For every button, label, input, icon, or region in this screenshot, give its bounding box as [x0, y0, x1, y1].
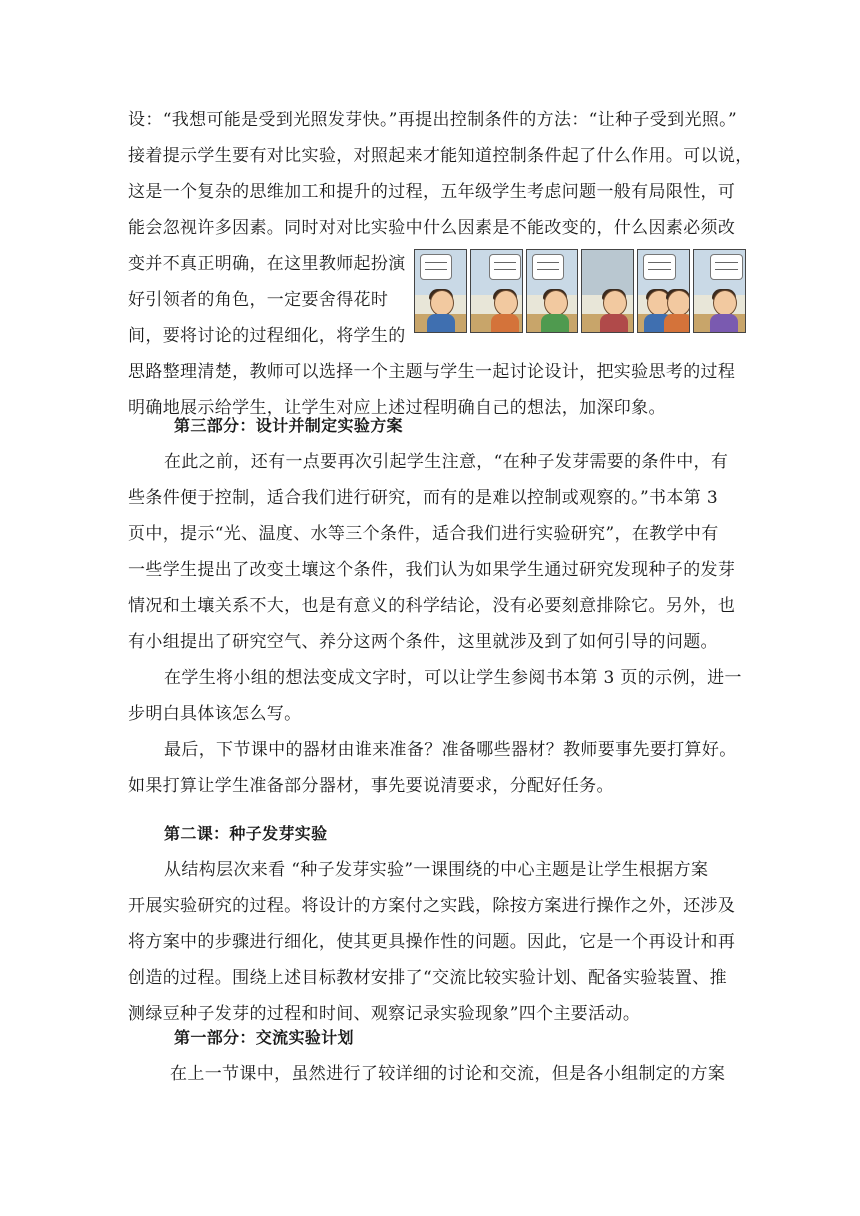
paragraph-line: 一些学生提出了改变土壤这个条件，我们认为如果学生通过研究发现种子的发芽	[128, 560, 736, 580]
paragraph-line: 变并不真正明确，在这里教师起扮演	[128, 254, 406, 274]
paragraph-line: 如果打算让学生准备部分器材，事先要说清要求，分配好任务。	[128, 776, 614, 796]
section-heading: 第三部分：设计并制定实验方案	[174, 416, 403, 435]
comic-strip-image	[414, 249, 746, 333]
section-heading: 第一部分：交流实验计划	[174, 1028, 354, 1047]
paragraph-line: 在学生将小组的想法变成文字时，可以让学生参阅书本第 3 页的示例，进一	[164, 668, 742, 688]
paragraph-line: 开展实验研究的过程。将设计的方案付之实践，除按方案进行操作之外，还涉及	[128, 896, 736, 916]
paragraph-line: 页中，提示“光、温度、水等三个条件，适合我们进行实验研究”，在教学中有	[128, 524, 719, 544]
paragraph-line: 能会忽视许多因素。同时对对比实验中什么因素是不能改变的，什么因素必须改	[128, 218, 736, 238]
paragraph-line: 在此之前，还有一点要再次引起学生注意，“在种子发芽需要的条件中，有	[164, 452, 729, 472]
paragraph-line: 接着提示学生要有对比实验，对照起来才能知道控制条件起了什么作用。可以说，	[128, 146, 753, 166]
paragraph-line: 从结构层次来看 “种子发芽实验”一课围绕的中心主题是让学生根据方案	[164, 860, 709, 880]
paragraph-line: 情况和土壤关系不大，也是有意义的科学结论，没有必要刻意排除它。另外，也	[128, 596, 736, 616]
paragraph-line: 这是一个复杂的思维加工和提升的过程，五年级学生考虑问题一般有局限性，可	[128, 182, 736, 202]
paragraph-line: 些条件便于控制，适合我们进行研究，而有的是难以控制或观察的。”书本第 3	[128, 488, 719, 508]
comic-panel	[414, 249, 467, 333]
comic-panel	[526, 249, 579, 333]
comic-panel	[693, 249, 746, 333]
paragraph-line: 好引领者的角色，一定要舍得花时	[128, 290, 389, 310]
paragraph-line: 最后，下节课中的器材由谁来准备？准备哪些器材？教师要事先要打算好。	[164, 740, 737, 760]
paragraph-line: 创造的过程。围绕上述目标教材安排了“交流比较实验计划、配备实验装置、推	[128, 968, 727, 988]
comic-panel	[581, 249, 634, 333]
paragraph-line: 思路整理清楚，教师可以选择一个主题与学生一起讨论设计，把实验思考的过程	[128, 362, 736, 382]
paragraph-line: 间，要将讨论的过程细化，将学生的	[128, 326, 406, 346]
paragraph-line: 步明白具体该怎么写。	[128, 704, 302, 724]
paragraph-line: 测绿豆种子发芽的过程和时间、观察记录实验现象”四个主要活动。	[128, 1004, 641, 1024]
lesson-heading: 第二课：种子发芽实验	[164, 824, 328, 843]
paragraph-line: 明确地展示给学生，让学生对应上述过程明确自己的想法，加深印象。	[128, 398, 666, 418]
comic-panel	[470, 249, 523, 333]
paragraph-line: 在上一节课中，虽然进行了较详细的讨论和交流，但是各小组制定的方案	[170, 1064, 726, 1084]
comic-panel	[637, 249, 690, 333]
paragraph-line: 将方案中的步骤进行细化，使其更具操作性的问题。因此，它是一个再设计和再	[128, 932, 736, 952]
paragraph-line: 有小组提出了研究空气、养分这两个条件，这里就涉及到了如何引导的问题。	[128, 632, 718, 652]
paragraph-line: 设：“我想可能是受到光照发芽快。”再提出控制条件的方法：“让种子受到光照。”	[128, 110, 738, 130]
